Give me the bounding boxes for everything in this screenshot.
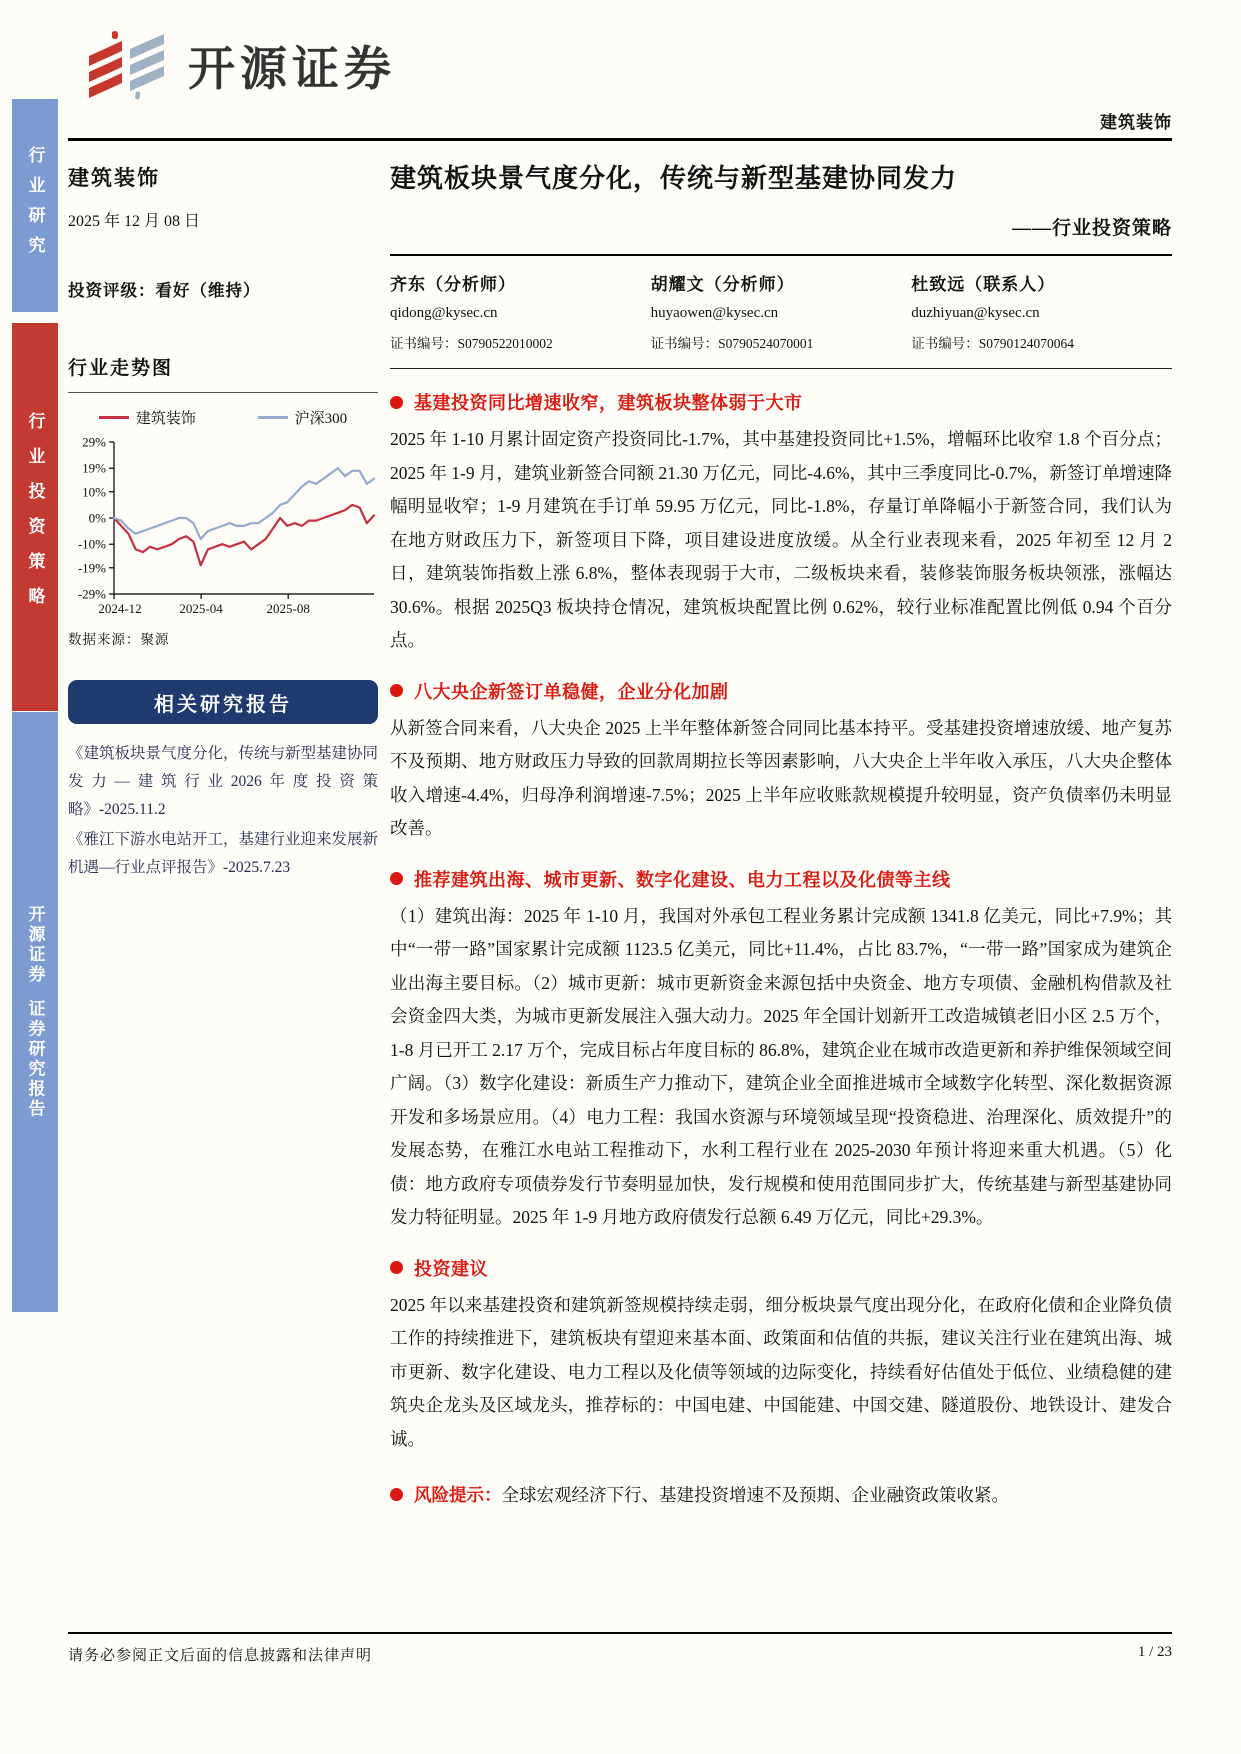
bullet-icon	[390, 396, 403, 409]
section	[390, 678, 1172, 846]
analyst-email: huyaowen@kysec.cn	[650, 305, 779, 321]
legend-label-index: 沪深300	[294, 411, 348, 427]
section-heading-text: 八大央企新签订单稳健，企业分化加剧	[414, 681, 729, 702]
section-heading	[390, 389, 1172, 415]
svg-text:10%: 10%	[82, 484, 106, 500]
section-body: 从新签合同来看，八大央企 2025 上半年整体新签合同同比基本持平。受基建投资增速放缓、地产复苏不及预期、地方财政压力导致的回款周期拉长等因素影响，八大央企上半年收入承压，八大央企整体收入增速-4.4%，归母净利润增速-7.5%；2025 上半年应收账款规模提升较明显，资产负债率仍未明显改善。	[390, 717, 1172, 838]
main-content	[390, 152, 1172, 1510]
bullet-icon	[390, 1261, 403, 1274]
header-category: 建筑装饰	[1100, 113, 1172, 132]
kaiyuan-logo-text: 开源证券	[188, 41, 396, 95]
footer-rule	[68, 1632, 1172, 1634]
sidebar-bar-industry-research	[12, 99, 58, 312]
legend-label-sector: 建筑装饰	[135, 411, 196, 427]
trend-chart	[68, 432, 378, 624]
analyst-card	[911, 270, 1172, 352]
section-body: 2025 年 1-10 月累计固定资产投资同比-1.7%，其中基建投资同比+1.5%，增幅环比收窄 1.8 个百分点；2025 年 1-9 月，建筑业新签合同额 21.30 万亿元，同比-4.6%，其中三季度同比-0.7%，新签订单增速降幅明显收窄；1-9 月建筑在手订单 59.95 万亿元，同比-1.8%，存量订单降幅小于新签合同，我们认为在地方财政压力下，新签项目下降，项目建设进度放缓。从全行业表现来看，2025 年初至 12 月 2 日，建筑装饰指数上涨 6.8%，整体表现弱于大市，二级板块来看，装修装饰服务板块领涨，涨幅达 30.6%。根据 2025Q3 板块持仓情况，建筑板块配置比例 0.62%，较行业标准配置比例低 0.94 个百分点。	[390, 429, 1172, 650]
related-report-item: 《建筑板块景气度分化，传统与新型基建协同发力—建筑行业2026年度投资策略》-2025.11.2	[68, 745, 379, 818]
legend-swatch-index	[258, 416, 288, 419]
industry-title: 建筑装饰	[68, 166, 160, 190]
analyst-email: qidong@kysec.cn	[390, 305, 498, 321]
analyst-cert: 证书编号：S0790524070001	[650, 336, 814, 351]
report-date: 2025 年 12 月 08 日	[68, 213, 201, 230]
data-source-note: 数据来源：聚源	[68, 632, 170, 647]
svg-text:2024-12: 2024-12	[98, 601, 142, 616]
section	[390, 1255, 1172, 1457]
section	[390, 866, 1172, 1235]
svg-text:29%: 29%	[82, 434, 106, 450]
related-reports-list	[68, 740, 378, 882]
report-subtitle: ——行业投资策略	[1011, 218, 1172, 239]
analyst-cert: 证书编号：S0790124070064	[911, 336, 1075, 351]
rating-line	[68, 277, 378, 301]
section-heading-text: 基建投资同比增速收窄，建筑板块整体弱于大市	[414, 393, 803, 413]
footer-page-number: 1 / 23	[1137, 1644, 1172, 1660]
svg-text:0%: 0%	[88, 510, 106, 526]
kaiyuan-logo	[84, 28, 396, 102]
sidebar-bar-research-report	[12, 712, 58, 1312]
rating-label: 投资评级：	[68, 281, 156, 300]
svg-text:-29%: -29%	[77, 586, 106, 602]
analysts-row	[390, 270, 1172, 352]
legend-item-sector	[99, 407, 196, 428]
analyst-email: duzhiyuan@kysec.cn	[911, 305, 1040, 321]
risk-text: 全球宏观经济下行、基建投资增速不及预期、企业融资政策收紧。	[501, 1485, 1009, 1505]
svg-text:2025-08: 2025-08	[266, 601, 310, 616]
related-reports-box	[68, 680, 378, 724]
sidebar-label-research-report: 开源证券 证券研究报告	[25, 904, 45, 1120]
rating-value: 看好（维持）	[155, 281, 261, 300]
svg-text:19%: 19%	[82, 460, 106, 476]
analyst-card	[651, 270, 912, 352]
kaiyuan-logo-icon	[84, 28, 172, 102]
section-heading	[390, 1255, 1172, 1281]
analyst-name: 胡耀文（分析师）	[650, 275, 795, 294]
related-reports-box-title: 相关研究报告	[154, 693, 292, 716]
section-body: 2025 年以来基建投资和建筑新签规模持续走弱，细分板块景气度出现分化，在政府化债和企业降负债工作的持续推进下，建筑板块有望迎来基本面、政策面和估值的共振，建议关注行业在建筑出海、城市更新、数字化建设、电力工程以及化债等领域的边际变化，持续看好估值处于低位、业绩稳健的建筑央企龙头及区域龙头，推荐标的：中国电建、中国能建、中国交建、隧道股份、地铁设计、建发合诚。	[390, 1294, 1172, 1449]
analysts-top-rule	[390, 254, 1172, 256]
section-heading-text: 投资建议	[414, 1258, 488, 1279]
footer-disclaimer: 请务必参阅正文后面的信息披露和法律声明	[68, 1648, 373, 1664]
analyst-name: 杜致远（联系人）	[911, 275, 1056, 294]
report-title: 建筑板块景气度分化，传统与新型基建协同发力	[390, 164, 958, 193]
bullet-icon	[390, 872, 403, 885]
section-heading-text: 推荐建筑出海、城市更新、数字化建设、电力工程以及化债等主线	[414, 869, 951, 890]
risk-line	[390, 1480, 1172, 1510]
bullet-icon	[390, 1488, 403, 1501]
svg-text:-19%: -19%	[77, 560, 106, 576]
sidebar-label-industry-research: 行业研究	[25, 145, 45, 266]
legend-item-index	[258, 407, 348, 428]
bullet-icon	[390, 684, 403, 697]
legend-swatch-sector	[99, 416, 129, 419]
analyst-cert: 证书编号：S0790522010002	[390, 336, 553, 351]
analyst-name: 齐东（分析师）	[390, 275, 516, 294]
analyst-card	[390, 270, 651, 352]
section	[390, 389, 1172, 658]
section-heading	[390, 866, 1172, 892]
section-body: （1）建筑出海：2025 年 1-10 月，我国对外承包工程业务累计完成额 1341.8 亿美元，同比+7.9%；其中“一带一路”国家累计完成额 1123.5 亿美元，同比+11.4%，占比 83.7%，“一带一路”国家成为建筑企业出海主要目标。（2）城市更新：城市更新资金来源包括中央资金、地方专项债、金融机构借款及社会资金四大类，为城市更新发展注入强大动力。2025 年全国计划新开工改造城镇老旧小区 2.5 万个，1-8 月已开工 2.17 万个，完成目标占年度目标的 86.8%，建筑企业在城市改造更新和养护维保领域空间广阔。（3）数字化建设：新质生产力推动下，建筑企业全面推进城市全域数字化转型、深化数据资源开发和多场景应用。（4）电力工程：我国水资源与环境领域呈现“投资稳进、治理深化、质效提升”的发展态势，在雅江水电站工程推动下，水利工程行业在 2025-2030 年预计将迎来重大机遇。（5）化债：地方政府专项债券发行节奏明显加快，发行规模和使用范围同步扩大，传统基建与新型基建协同发力特征明显。2025 年 1-9 月地方政府债发行总额 6.49 万亿元，同比+29.3%。	[390, 905, 1172, 1227]
svg-text:2025-04: 2025-04	[179, 601, 223, 616]
sidebar-label-investment-strategy: 行业投资策略	[25, 412, 45, 622]
risk-label: 风险提示：	[414, 1485, 502, 1505]
left-panel	[68, 152, 378, 882]
trend-chart-rule	[68, 392, 378, 393]
header-rule	[68, 138, 1172, 141]
trend-chart-title: 行业走势图	[68, 358, 174, 379]
sidebar-bar-investment-strategy	[12, 323, 58, 711]
svg-text:-10%: -10%	[77, 536, 106, 552]
related-report-item: 《雅江下游水电站开工，基建行业迎来发展新机遇—行业点评报告》-2025.7.23	[68, 831, 379, 876]
trend-chart-legend	[68, 407, 378, 428]
section-heading	[390, 678, 1172, 704]
analysts-bottom-rule	[390, 368, 1172, 369]
